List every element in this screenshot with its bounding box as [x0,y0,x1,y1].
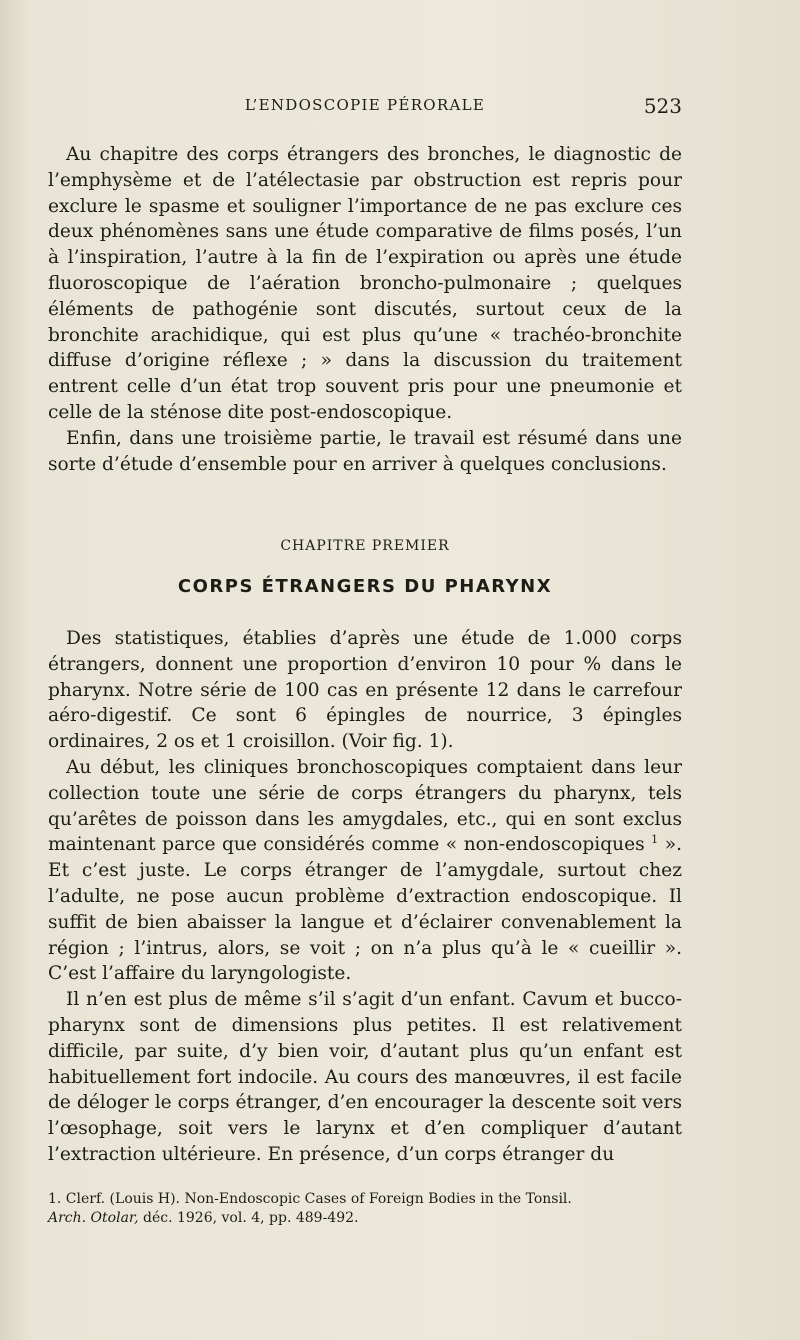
body-paragraph-3: Il n’en est plus de même s’il s’agit d’un enfant. Cavum et bucco-pharynx sont de dimensions plus petites. Il est relativement difficile, par suite, d’y bien voir, d’autant plus qu’un enfant est habituellement fort indocile. Au cours des manœuvres, il est facile de déloger le corps étranger, d’en encourager la descente soit vers l’œsophage, soit vers le larynx et d’en compliquer d’autant l’extraction ultérieure. En présence, d’un corps étranger du [48,989,682,1165]
running-title: L’ENDOSCOPIE PÉRORALE [244,96,486,114]
intro-section [48,142,682,477]
footnote-line-1: 1. Clerf. (Louis H). Non-Endoscopic Cases of Foreign Bodies in the Tonsil. [48,1191,572,1207]
footnote [48,1190,682,1228]
body-paragraph-2-text-a: Au début, les cliniques bronchoscopiques comptaient dans leur collection toute une série de corps étrangers du pharynx, tels qu’arêtes de poisson dans les amygdales, etc., qui en sont exclus maintenant parce que considérés comme « non-endoscopiques [48,756,682,856]
footnote-reference[interactable]: 1 [651,833,659,847]
chapter-label: CHAPITRE PREMIER [280,538,450,554]
chapter-body [48,626,682,1168]
footnote-citation: déc. 1926, vol. 4, pp. 489-492. [138,1210,359,1226]
footnote-journal: Arch. Otolar, [48,1210,139,1226]
body-paragraph-1: Des statistiques, établies d’après une étude de 1.000 corps étrangers, donnent une proportion d’environ 10 pour % dans le pharynx. Notre série de 100 cas en présente 12 dans le carrefour aéro-digestif. Ce sont 6 épingles de nourrice, 3 épingles ordinaires, 2 os et 1 croisillon. (Voir fig. 1). [48,628,682,753]
intro-paragraph-2: Enfin, dans une troisième partie, le travail est résumé dans une sorte d’étude d’ensemble pour en arriver à quelques conclusions. [48,427,682,475]
chapter-title: CORPS ÉTRANGERS DU PHARYNX [177,576,553,597]
running-head [48,96,682,126]
intro-paragraph-1: Au chapitre des corps étrangers des bronches, le diagnostic de l’emphysème et de l’atélectasie par obstruction est repris pour exclure le spasme et souligner l’importance de ne pas exclure ces deux phénomènes sans une étude comparative de films posés, l’un à l’inspiration, l’autre à la fin de l’expiration ou après une étude fluoroscopique de l’aération broncho-pulmonaire ; quelques éléments de pathogénie sont discutés, surtout ceux de la bronchite arachidique, qui est plus qu’une « trachéo-bronchite diffuse d’origine réflexe ; » dans la discussion du traitement entrent celle d’un état trop souvent pris pour une pneumonie et celle de la sténose dite post-endoscopique. [48,144,682,423]
body-paragraph-2 [48,755,682,987]
footnote-line-2 [48,1209,682,1228]
page-number: 523 [643,94,682,118]
body-paragraph-2-text-b: ». Et c’est juste. Le corps étranger de l’amygdale, surtout chez l’adulte, ne pose aucun problème d’extraction endoscopique. Il suffit de bien abaisser la langue et d’éclairer convenablement la région ; l’intrus, alors, se voit ; on n’a plus qu’à le « cueillir ». C’est l’affaire du laryngologiste. [48,834,682,985]
